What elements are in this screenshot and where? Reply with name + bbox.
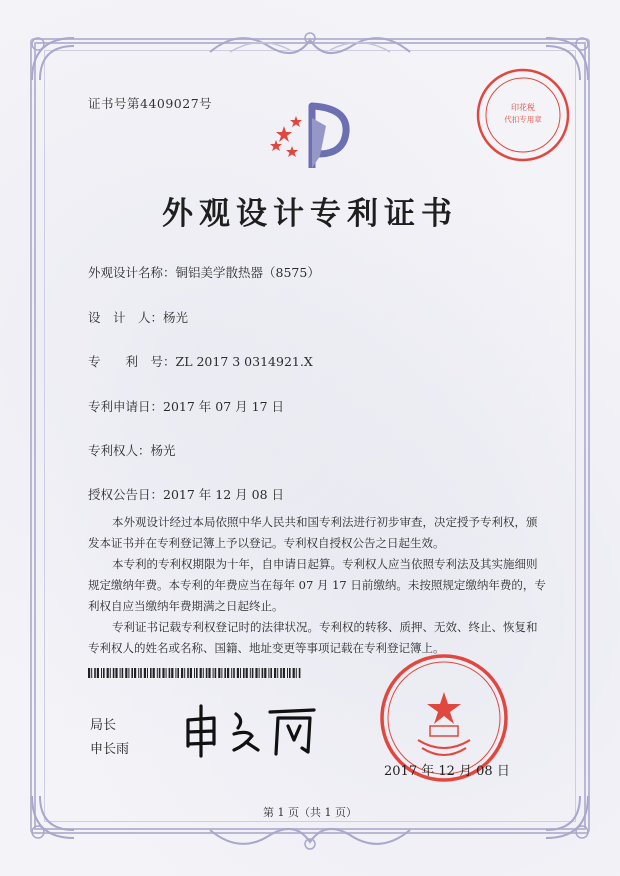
ornament-top-icon — [200, 22, 420, 62]
certificate-title: 外观设计专利证书 — [162, 196, 458, 232]
body-paragraph: 本专利的专利权期限为十年，自申请日起算。专利权人应当依照专利法及其实施细则规定缴纳年费。本专利的年费应当在每年 07 月 17 日前缴纳。未按照规定缴纳年费的，专利权自应当缴纳年费期满之日起终止。 — [88, 557, 546, 613]
barcode-icon — [88, 668, 302, 678]
field-label: 专 利 号： — [88, 354, 176, 369]
field-label: 授权公告日： — [88, 487, 164, 502]
certificate-number: 证书号第4409027号 — [88, 96, 213, 111]
director-title: 局长 — [90, 718, 117, 733]
field-value: 2017 年 12 月 08 日 — [163, 487, 285, 502]
field-label: 专利申请日： — [88, 399, 164, 414]
field-patentee — [88, 441, 176, 459]
field-grant-date — [88, 485, 284, 503]
svg-text:代扣专用章: 代扣专用章 — [504, 115, 542, 124]
ornament-bottom-icon — [200, 820, 420, 860]
signature-icon — [178, 700, 328, 760]
svg-text:印花税: 印花税 — [511, 103, 535, 112]
page-number: 第 1 页（共 1 页） — [263, 806, 357, 819]
ornament-corner-tl-icon — [24, 30, 84, 90]
tax-stamp-icon — [474, 66, 572, 164]
body-paragraph: 专利证书记载专利权登记时的法律状况。专利权的转移、质押、无效、终止、恢复和专利权人的姓名或名称、国籍、地址变更等事项记载在专利登记簿上。 — [88, 620, 538, 655]
body-paragraph: 本外观设计经过本局依照中华人民共和国专利法进行初步审查，决定授予专利权，颁发本证书并在专利登记簿上予以登记。专利权自授权公告之日起生效。 — [88, 515, 538, 550]
certificate-body — [88, 512, 548, 659]
field-label: 专利权人： — [88, 443, 151, 458]
field-design-name — [88, 263, 320, 281]
field-value: ZL 2017 3 0314921.X — [175, 354, 313, 369]
field-label: 设 计 人： — [88, 310, 164, 325]
director-name: 申长雨 — [90, 742, 130, 757]
field-value: 杨光 — [163, 310, 189, 325]
field-label: 外观设计名称： — [88, 265, 176, 280]
field-application-date — [88, 397, 284, 415]
field-value: 2017 年 07 月 17 日 — [163, 399, 285, 414]
field-value: 铜铝美学散热器（8575） — [175, 265, 320, 280]
issue-date: 2017 年 12 月 08 日 — [384, 764, 510, 779]
field-patent-number — [88, 352, 313, 370]
field-designer — [88, 308, 188, 326]
field-value: 杨光 — [150, 443, 176, 458]
sipo-emblem-icon — [268, 96, 358, 176]
